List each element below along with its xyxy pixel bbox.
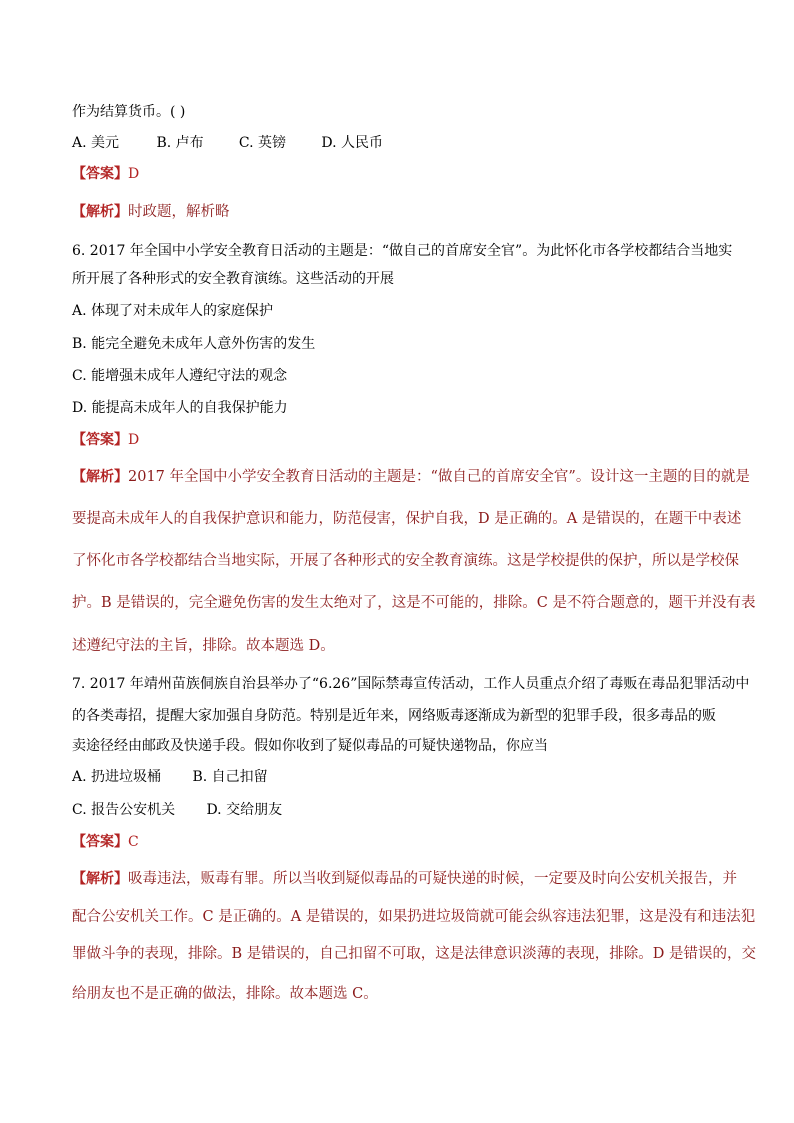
- q7-options-row-1: [72, 767, 268, 787]
- q6-option-c: C. 能增强未成年人遵纪守法的观念: [72, 368, 288, 384]
- q7-analysis-line-1: [72, 869, 737, 889]
- q5-stem-tail: 作为结算货币。( ): [72, 104, 186, 120]
- q7-option-c: C. 报告公安机关: [72, 802, 176, 818]
- q6-analysis-line-3: 了怀化市各学校都结合当地实际，开展了各种形式的安全教育演练。这是学校提供的保护，所以是学校保: [72, 553, 739, 569]
- q5-answer: [72, 164, 139, 184]
- q7-options-row-2: [72, 800, 282, 820]
- q5-option-b: B. 卢布: [156, 135, 204, 151]
- q5-option-d: D. 人民币: [321, 135, 383, 151]
- answer-tag: 【答案】: [72, 166, 128, 182]
- analysis-text: 吸毒违法，贩毒有罪。所以当收到疑似毒品的可疑快递的时候，一定要及时向公安机关报告，并: [128, 871, 737, 887]
- q7-analysis-line-2: 配合公安机关工作。C 是正确的。A 是错误的，如果扔进垃圾筒就可能会纵容违法犯罪，这是没有和违法犯: [72, 909, 756, 925]
- answer-value: C: [128, 834, 139, 850]
- q7-stem-line-2: 的各类毒招，提醒大家加强自身防范。特别是近年来，网络贩毒逐渐成为新型的犯罪手段，很多毒品的贩: [72, 708, 716, 724]
- q5-option-a: A. 美元: [72, 135, 120, 151]
- q5-options: [72, 133, 383, 153]
- answer-tag: 【答案】: [72, 432, 128, 448]
- q7-stem-line-1: 7. 2017 年靖州苗族侗族自治县举办了“6.26”国际禁毒宣传活动，工作人员重点介绍了毒贩在毒品犯罪活动中: [72, 676, 750, 692]
- q7-option-b: B. 自己扣留: [192, 769, 268, 785]
- q7-analysis-line-4: 给朋友也不是正确的做法，排除。故本题选 C。: [72, 986, 378, 1002]
- analysis-tag: 【解析】: [72, 204, 128, 220]
- q7-option-d: D. 交给朋友: [206, 802, 283, 818]
- analysis-text: 2017 年全国中小学安全教育日活动的主题是：“做自己的首席安全官”。设计这一主题的目的就是: [128, 469, 750, 485]
- q5-option-c: C. 英镑: [238, 135, 287, 151]
- q6-option-b: B. 能完全避免未成年人意外伤害的发生: [72, 336, 316, 352]
- q7-analysis-line-3: 罪做斗争的表现，排除。B 是错误的，自己扣留不可取，这是法律意识淡薄的表现，排除。D 是错误的，交: [72, 946, 756, 962]
- analysis-tag: 【解析】: [72, 469, 128, 485]
- answer-tag: 【答案】: [72, 834, 128, 850]
- q7-option-a: A. 扔进垃圾桶: [72, 769, 162, 785]
- q6-stem-line-2: 所开展了各种形式的安全教育演练。这些活动的开展: [72, 271, 394, 287]
- q6-analysis-line-1: [72, 467, 750, 487]
- q7-answer: [72, 832, 139, 852]
- q6-analysis-line-2: 要提高未成年人的自我保护意识和能力，防范侵害，保护自我，D 是正确的。A 是错误的，在题干中表述: [72, 511, 742, 527]
- q6-analysis-line-5: 述遵纪守法的主旨，排除。故本题选 D。: [72, 638, 335, 654]
- q7-stem-line-3: 卖途径经由邮政及快递手段。假如你收到了疑似毒品的可疑快递物品，你应当: [72, 738, 548, 754]
- analysis-tag: 【解析】: [72, 871, 128, 887]
- q6-option-d: D. 能提高未成年人的自我保护能力: [72, 400, 288, 416]
- answer-value: D: [128, 166, 140, 182]
- analysis-text: 时政题，解析略: [128, 204, 230, 220]
- q6-answer: [72, 430, 139, 450]
- q6-option-a: A. 体现了对未成年人的家庭保护: [72, 303, 274, 319]
- q5-analysis: [72, 202, 230, 222]
- answer-value: D: [128, 432, 140, 448]
- q6-analysis-line-4: 护。B 是错误的，完全避免伤害的发生太绝对了，这是不可能的，排除。C 是不符合题意的，题干并没有表: [72, 595, 756, 611]
- q6-stem-line-1: 6. 2017 年全国中小学安全教育日活动的主题是：“做自己的首席安全官”。为此怀化市各学校都结合当地实: [72, 243, 733, 259]
